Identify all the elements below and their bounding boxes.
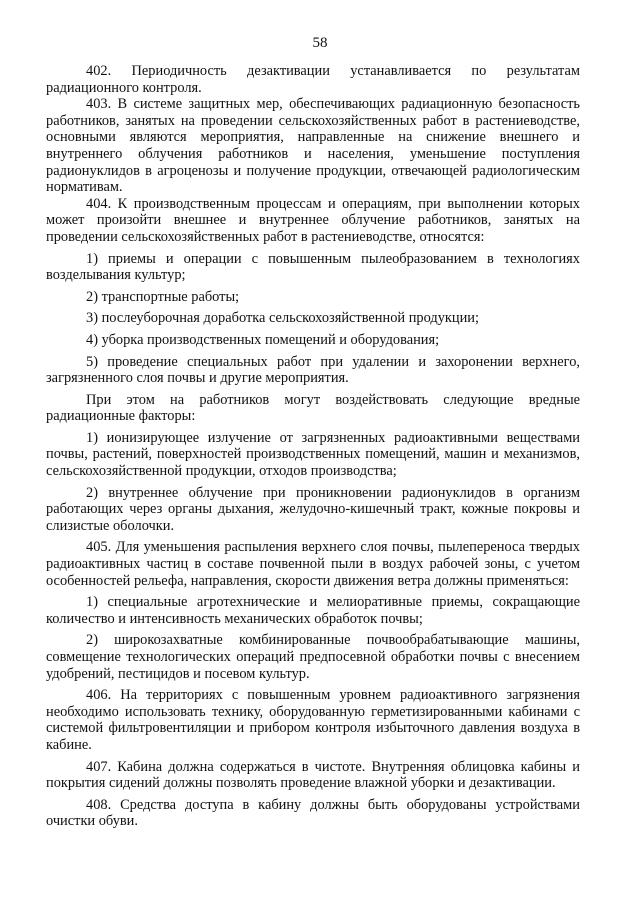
list-item-factor-2: 2) внутреннее облучение при проникновении радионуклидов в организм работающих через органы дыхания, желудочно-кишечный тракт, кожные покровы и слизистые оболочки. [46, 484, 580, 534]
list-item-404-3: 3) послеуборочная доработка сельскохозяйственной продукции; [86, 310, 479, 327]
list-item-405-1: 1) специальные агротехнические и мелиоративные приемы, сокращающие количество и интенсивность механических обработок почвы; [46, 594, 580, 627]
document-body [46, 63, 580, 830]
paragraph-402: 402. Периодичность дезактивации устанавливается по результатам радиационного контроля. [46, 63, 580, 96]
list-item-404-1: 1) приемы и операции с повышенным пылеобразованием в технологиях возделывания культур; [46, 250, 580, 284]
paragraph-radiation-factors: При этом на работников могут воздействовать следующие вредные радиационные факторы: [46, 391, 580, 425]
list-item-405-2: 2) широкозахватные комбинированные почвообрабатывающие машины, совмещение технологических операций предпосевной обработки почвы с внесением удобрений, пестицидов и посевом культур. [46, 632, 580, 682]
page-number: 58 [312, 35, 328, 51]
paragraph-406: 406. На территориях с повышенным уровнем радиоактивного загрязнения необходимо использовать технику, оборудованную герметизированными кабинами с системой фильтровентиляции и прибором контроля избыточного давления воздуха в кабине. [46, 687, 580, 753]
list-item-factor-1: 1) ионизирующее излучение от загрязненных радиоактивными веществами почвы, растений, поверхностей производственных помещений, машин и механизмов, сельскохозяйственной продукции, отходов производства; [46, 429, 580, 480]
list-item-404-2: 2) транспортные работы; [86, 288, 240, 305]
paragraph-405: 405. Для уменьшения распыления верхнего слоя почвы, пылепереноса твердых радиоактивных частиц в составе почвенной пыли в воздух рабочей зоны, с учетом особенностей рельефа, направления, скорости движения ветра должны применяться: [46, 539, 580, 589]
paragraph-404: 404. К производственным процессам и операциям, при выполнении которых может произойти внешнее и внутреннее облучение работников, занятых на проведении сельскохозяйственных работ в растениеводстве, относятся: [46, 195, 580, 245]
list-item-404-4: 4) уборка производственных помещений и оборудования; [86, 331, 440, 348]
paragraph-408: 408. Средства доступа в кабину должны быть оборудованы устройствами очистки обуви. [46, 796, 580, 830]
list-item-404-5: 5) проведение специальных работ при удалении и захоронении верхнего, загрязненного слоя почвы и другие мероприятия. [46, 353, 580, 387]
paragraph-403: 403. В системе защитных мер, обеспечивающих радиационную безопасность работников, занятых на проведении сельскохозяйственных работ в растениеводстве, основными являются мероприятия, направленные на снижение внешнего и внутреннего облучения работников и населения, уменьшение поступления радионуклидов в агроценозы и получение продукции, отвечающей радиологическим нормативам. [46, 96, 580, 196]
paragraph-407: 407. Кабина должна содержаться в чистоте. Внутренняя облицовка кабины и покрытия сидений должны позволять проведение влажной уборки и дезактивации. [46, 758, 580, 792]
